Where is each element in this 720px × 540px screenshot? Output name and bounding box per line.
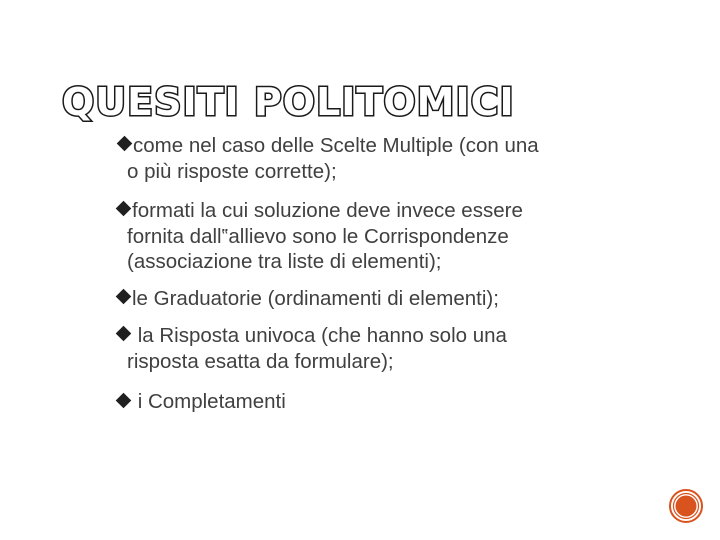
bullet-item-2-cont	[127, 224, 509, 274]
bullet-line: (associazione tra liste di elementi);	[127, 250, 442, 273]
bullet-line: la Risposta univoca (che hanno solo una	[132, 324, 507, 347]
bullet-line: i Completamenti	[132, 390, 286, 413]
bullet-item-4	[132, 323, 507, 348]
bullet-line: formati la cui soluzione deve invece essere	[132, 199, 523, 222]
bullet-item-4-cont	[127, 349, 394, 374]
diamond-bullet-icon	[117, 136, 133, 152]
diamond-bullet-icon	[116, 326, 132, 342]
bullet-item-1	[133, 133, 539, 158]
bullet-line: o più risposte corrette);	[127, 160, 337, 183]
bullet-line: fornita dall‟allievo sono le Corrispondenze	[127, 225, 509, 248]
bullet-item-5	[132, 389, 286, 414]
bullet-item-1-cont	[127, 159, 337, 184]
diamond-bullet-icon	[116, 289, 132, 305]
bullet-line: le Graduatorie (ordinamenti di elementi);	[132, 287, 499, 310]
bullet-line: risposta esatta da formulare);	[127, 350, 394, 373]
diamond-bullet-icon	[116, 393, 132, 409]
bullet-item-3	[132, 286, 499, 311]
bullet-item-2	[132, 198, 523, 223]
slide-title: QUESITI POLITOMICI	[62, 80, 515, 124]
bullet-line: come nel caso delle Scelte Multiple (con una	[133, 134, 539, 157]
diamond-bullet-icon	[116, 201, 132, 217]
orange-circle-logo-icon	[669, 489, 703, 523]
